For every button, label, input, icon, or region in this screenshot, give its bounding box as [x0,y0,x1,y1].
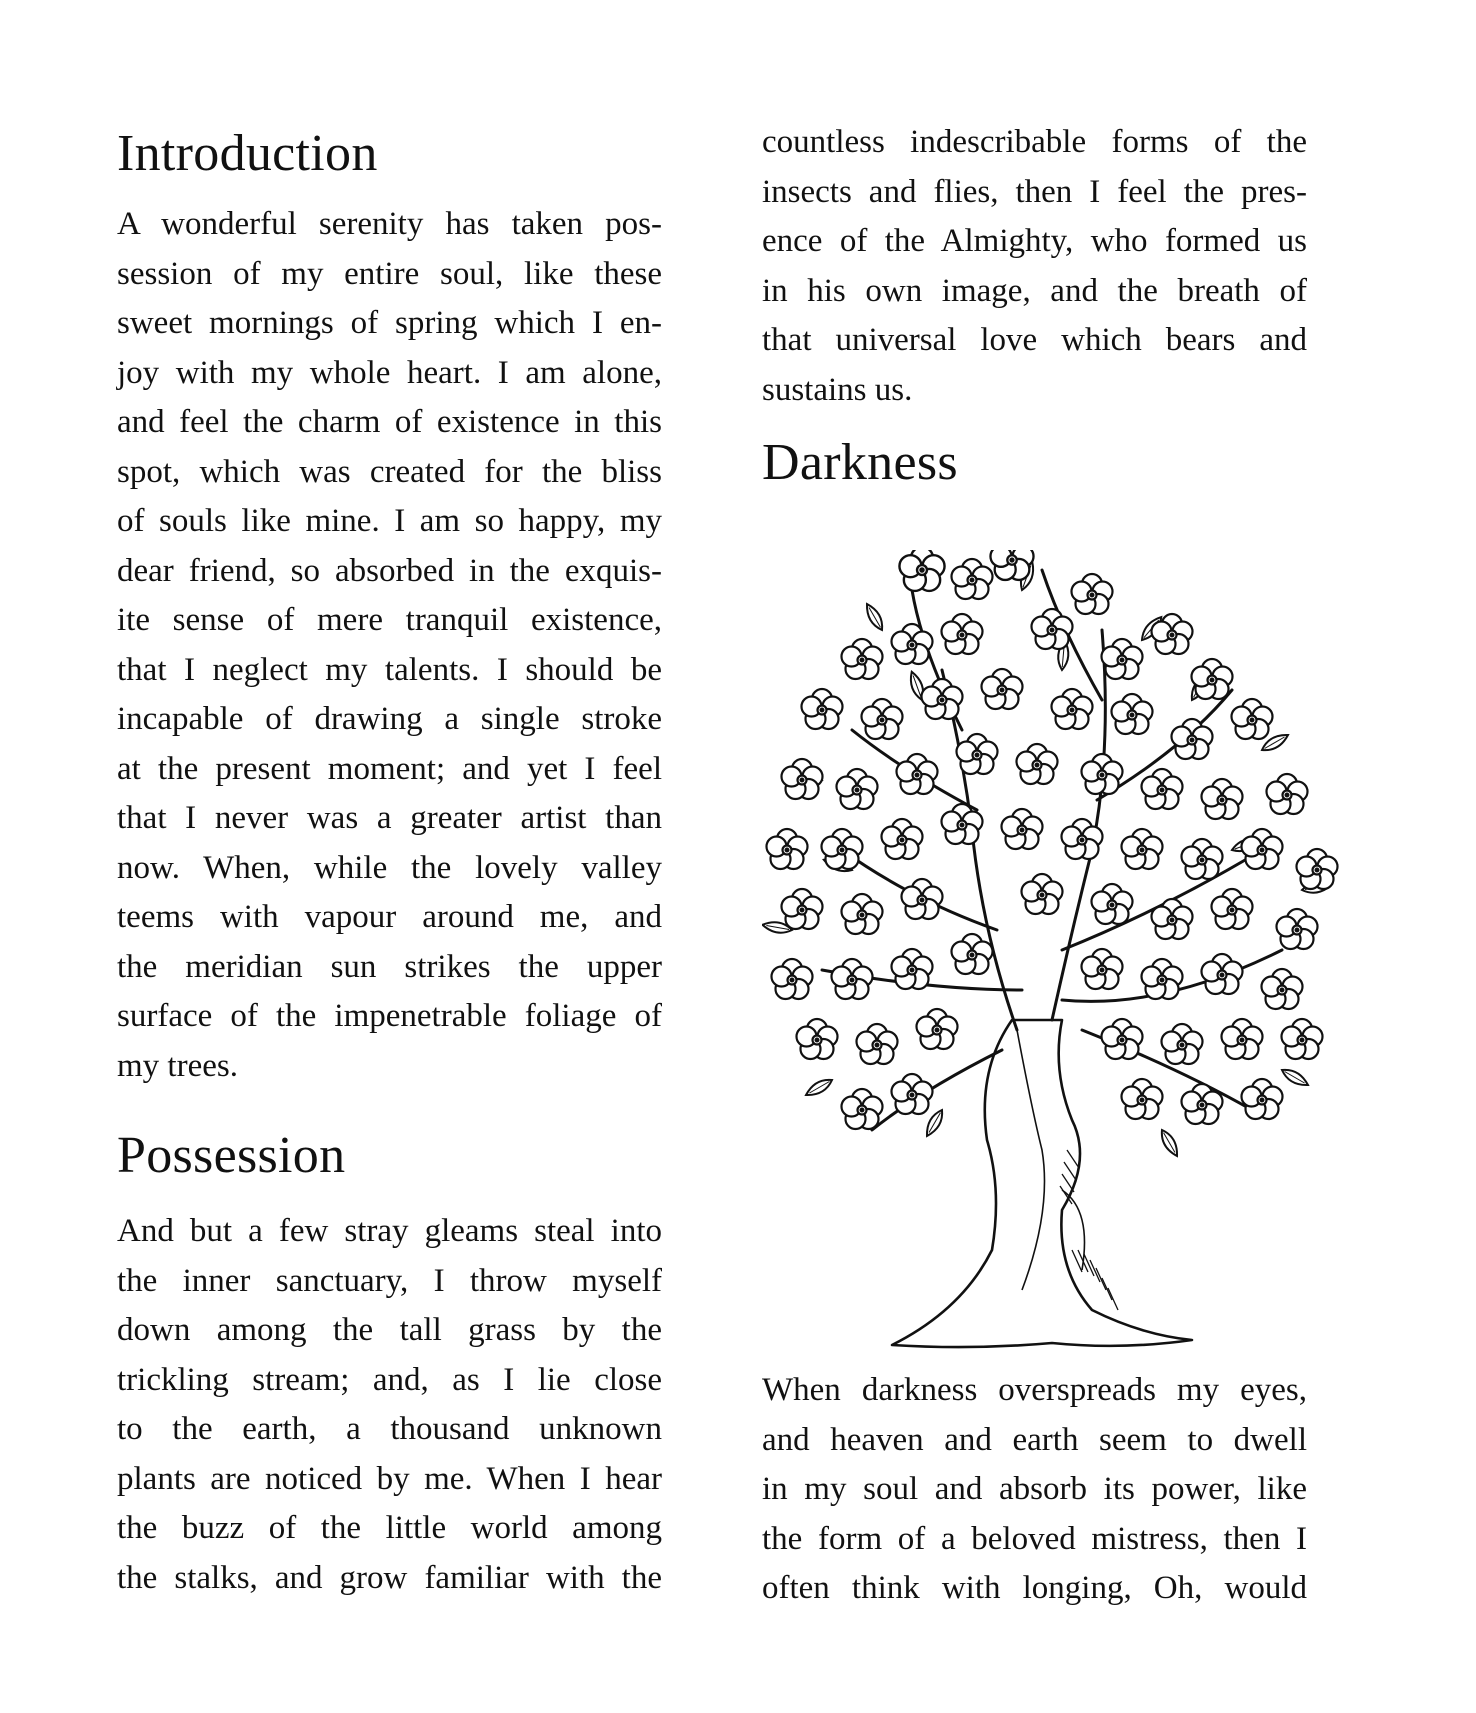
text-line: at the present moment; and yet I feel [117,750,662,787]
text-line: And but a few stray gleams steal into [117,1213,662,1249]
text-line: incapable of drawing a single stroke [117,701,662,737]
text-line: of souls like mine. I am so happy, my [117,503,662,539]
heading-introduction: Introduction [117,125,378,182]
text-line: and heaven and earth seem to dwell [762,1421,1307,1458]
text-line: that I never was a greater artist than [117,800,662,836]
text-line: in his own image, and the breath of [762,272,1307,309]
text-line: that universal love which bears and [762,322,1307,358]
possession-body-continued [762,118,1307,415]
text-line: When darkness overspreads my eyes, [762,1372,1307,1408]
text-line: surface of the impenetrable foliage of [117,998,662,1034]
text-line: countless indescribable forms of the [762,124,1307,160]
text-line: my trees. [117,1047,238,1084]
text-line: dear friend, so absorbed in the exquis- [117,552,662,589]
darkness-body [762,1366,1307,1614]
text-line: sweet mornings of spring which I en- [117,305,662,341]
text-line: often think with longing, Oh, would [762,1570,1307,1606]
text-line: to the earth, a thousand unknown [117,1411,662,1447]
text-line: trickling stream; and, as I lie close [117,1361,662,1398]
text-line: down among the tall grass by the [117,1312,662,1348]
text-line: plants are noticed by me. When I hear [117,1460,662,1497]
text-line: the stalks, and grow familiar with the [117,1559,662,1596]
text-line: A wonderful serenity has taken pos- [117,206,662,242]
text-line: ite sense of mere tranquil existence, [117,602,662,638]
text-line: now. When, while the lovely valley [117,849,662,886]
heading-darkness: Darkness [762,434,958,491]
text-line: session of my entire soul, like these [117,255,662,292]
text-line: the inner sanctuary, I throw myself [117,1262,662,1299]
text-line: joy with my whole heart. I am alone, [117,354,662,391]
text-line: and feel the charm of existence in this [117,404,662,440]
text-line: the buzz of the little world among [117,1510,662,1546]
text-line: insects and flies, then I feel the pres- [762,173,1307,210]
flowering-tree-illustration [762,550,1352,1350]
text-line: the form of a beloved mistress, then I [762,1520,1307,1557]
text-line: sustains us. [762,371,913,408]
heading-possession: Possession [117,1127,346,1184]
text-line: teems with vapour around me, and [117,899,662,935]
text-line: in my soul and absorb its power, like [762,1471,1307,1507]
introduction-body [117,200,662,1091]
text-line: ence of the Almighty, who formed us [762,223,1307,259]
text-line: that I neglect my talents. I should be [117,651,662,688]
text-line: the meridian sun strikes the upper [117,948,662,985]
text-line: spot, which was created for the bliss [117,453,662,490]
possession-body [117,1207,662,1603]
